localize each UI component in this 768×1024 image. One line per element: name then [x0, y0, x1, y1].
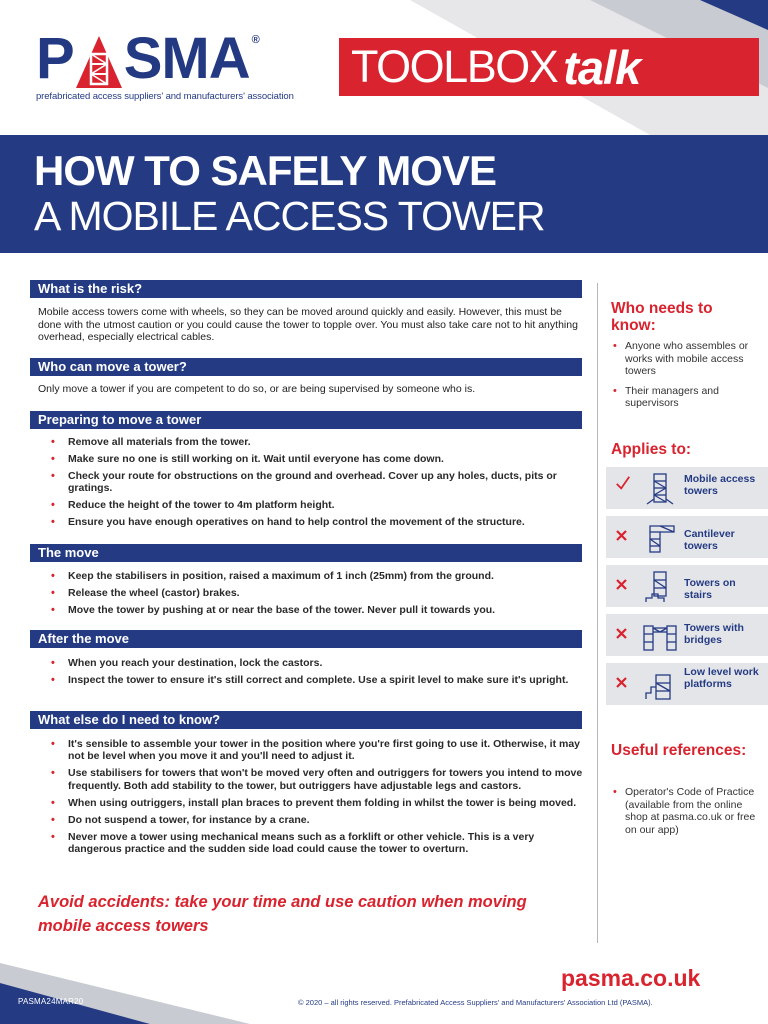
footer-copyright: © 2020 – all rights reserved. Prefabricated Access Suppliers' and Manufacturers' Association Ltd (PASMA).: [298, 998, 653, 1007]
applies-row-mobile-towers: [606, 467, 768, 509]
logo-tagline: prefabricated access suppliers' and manufacturers' association: [36, 91, 294, 102]
applies-row-towers-with-bridges: [606, 614, 768, 656]
list-item: • When using outriggers, install plan braces to prevent them folding in whilst the tower is being moved.: [38, 797, 583, 809]
who-needs-heading: Who needs to know:: [611, 300, 713, 334]
list-item: • Anyone who assembles or works with mobile access towers: [611, 340, 761, 378]
talk-word: talk: [563, 40, 641, 94]
move-list: [38, 570, 583, 621]
pasma-logo: [36, 26, 294, 102]
toolbox-talk-banner: [339, 38, 759, 96]
section-heading-who-can-move: Who can move a tower?: [30, 358, 582, 376]
list-item: • Remove all materials from the tower.: [38, 436, 583, 448]
cross-icon: [614, 624, 630, 642]
cantilever-tower-icon: [642, 520, 678, 556]
list-item: • It's sensible to assemble your tower in the position where you're first going to use it. Otherwise, it may not be level when you move it and you'll need to adjust it.: [38, 738, 583, 763]
list-item: • Check your route for obstructions on the ground and overhead. Cover up any holes, ducts, pits or gratings.: [38, 470, 583, 495]
cross-icon: [614, 526, 630, 544]
applies-row-towers-on-stairs: [606, 565, 768, 607]
list-item: • When you reach your destination, lock the castors.: [38, 657, 583, 669]
list-item: • Their managers and supervisors: [611, 385, 761, 410]
bridge-tower-icon: [642, 618, 678, 654]
logo-letter-p: P: [36, 26, 74, 91]
list-item: • Ensure you have enough operatives on hand to help control the movement of the structure.: [38, 516, 583, 528]
list-item: • Keep the stabilisers in position, raised a maximum of 1 inch (25mm) from the ground.: [38, 570, 583, 582]
low-level-platform-icon: [642, 667, 678, 703]
cross-icon: [614, 575, 630, 593]
applies-label: Low level work platforms: [684, 666, 759, 690]
document-code: PASMA24MAR20: [18, 997, 84, 1006]
warning-message: Avoid accidents: take your time and use caution when moving mobile access towers: [38, 893, 527, 935]
section-heading-the-move: The move: [30, 544, 582, 562]
applies-row-cantilever: [606, 516, 768, 558]
list-item: • Use stabilisers for towers that won't be moved very often and outriggers for towers you intend to move frequently. Both add stability to the tower, but outriggers have adjustable legs and castors.: [38, 767, 583, 792]
applies-to-heading: Applies to:: [611, 441, 692, 458]
title-band: [0, 135, 768, 253]
applies-label: Towers on stairs: [684, 577, 736, 601]
what-else-list: [38, 738, 583, 860]
section-heading-preparing: Preparing to move a tower: [30, 411, 582, 429]
logo-letters-sma: SMA: [123, 26, 250, 91]
who-needs-list: [611, 340, 761, 417]
list-item: • Release the wheel (castor) brakes.: [38, 587, 583, 599]
references-list: [611, 786, 761, 843]
after-move-list: [38, 657, 583, 691]
column-divider: [597, 283, 598, 943]
applies-label: Mobile access towers: [684, 473, 756, 497]
section-heading-after-move: After the move: [30, 630, 582, 648]
footer-website-link[interactable]: pasma.co.uk: [561, 965, 701, 991]
footer: [0, 945, 768, 1024]
stair-tower-icon: [642, 569, 678, 605]
useful-references-heading: Useful references:: [611, 742, 747, 759]
applies-label: Cantilever towers: [684, 528, 735, 552]
risk-text: Mobile access towers come with wheels, so they can be moved around quickly and easily. However, this must be done with the utmost caution or you could cause the tower to topple over. You must also take care not to hit anything overhead, especially electrical cables.: [38, 306, 578, 344]
list-item: • Reduce the height of the tower to 4m platform height.: [38, 499, 583, 511]
list-item: • Operator's Code of Practice (available from the online shop at pasma.co.uk or free on our app): [611, 786, 761, 836]
applies-label: Towers with bridges: [684, 622, 744, 646]
toolbox-word: TOOLBOX: [351, 41, 558, 92]
list-item: • Do not suspend a tower, for instance by a crane.: [38, 814, 583, 826]
list-item: • Inspect the tower to ensure it's still correct and complete. Use a spirit level to make sure it's upright.: [38, 674, 583, 686]
list-item: • Move the tower by pushing at or near the base of the tower. Never pull it towards you.: [38, 604, 583, 616]
section-heading-risk: What is the risk?: [30, 280, 582, 298]
logo-tower-icon: [76, 36, 122, 88]
logo-registered-mark: ®: [251, 34, 259, 46]
page-title-line2: A MOBILE ACCESS TOWER: [34, 193, 545, 239]
header: [0, 0, 768, 135]
page-title-line1: HOW TO SAFELY MOVE: [34, 147, 496, 194]
cross-icon: [614, 673, 630, 691]
tick-icon: [615, 474, 631, 492]
list-item: • Never move a tower using mechanical means such as a forklift or other vehicle. This is a very dangerous practice and the sudden side load could cause the tower to overturn.: [38, 831, 583, 856]
who-can-move-text: Only move a tower if you are competent to do so, or are being supervised by someone who is.: [38, 383, 476, 395]
mobile-tower-icon: [642, 471, 678, 507]
list-item: • Make sure no one is still working on it. Wait until everyone has come down.: [38, 453, 583, 465]
preparing-list: [38, 436, 583, 533]
applies-row-low-level-platforms: [606, 663, 768, 705]
section-heading-what-else: What else do I need to know?: [30, 711, 582, 729]
